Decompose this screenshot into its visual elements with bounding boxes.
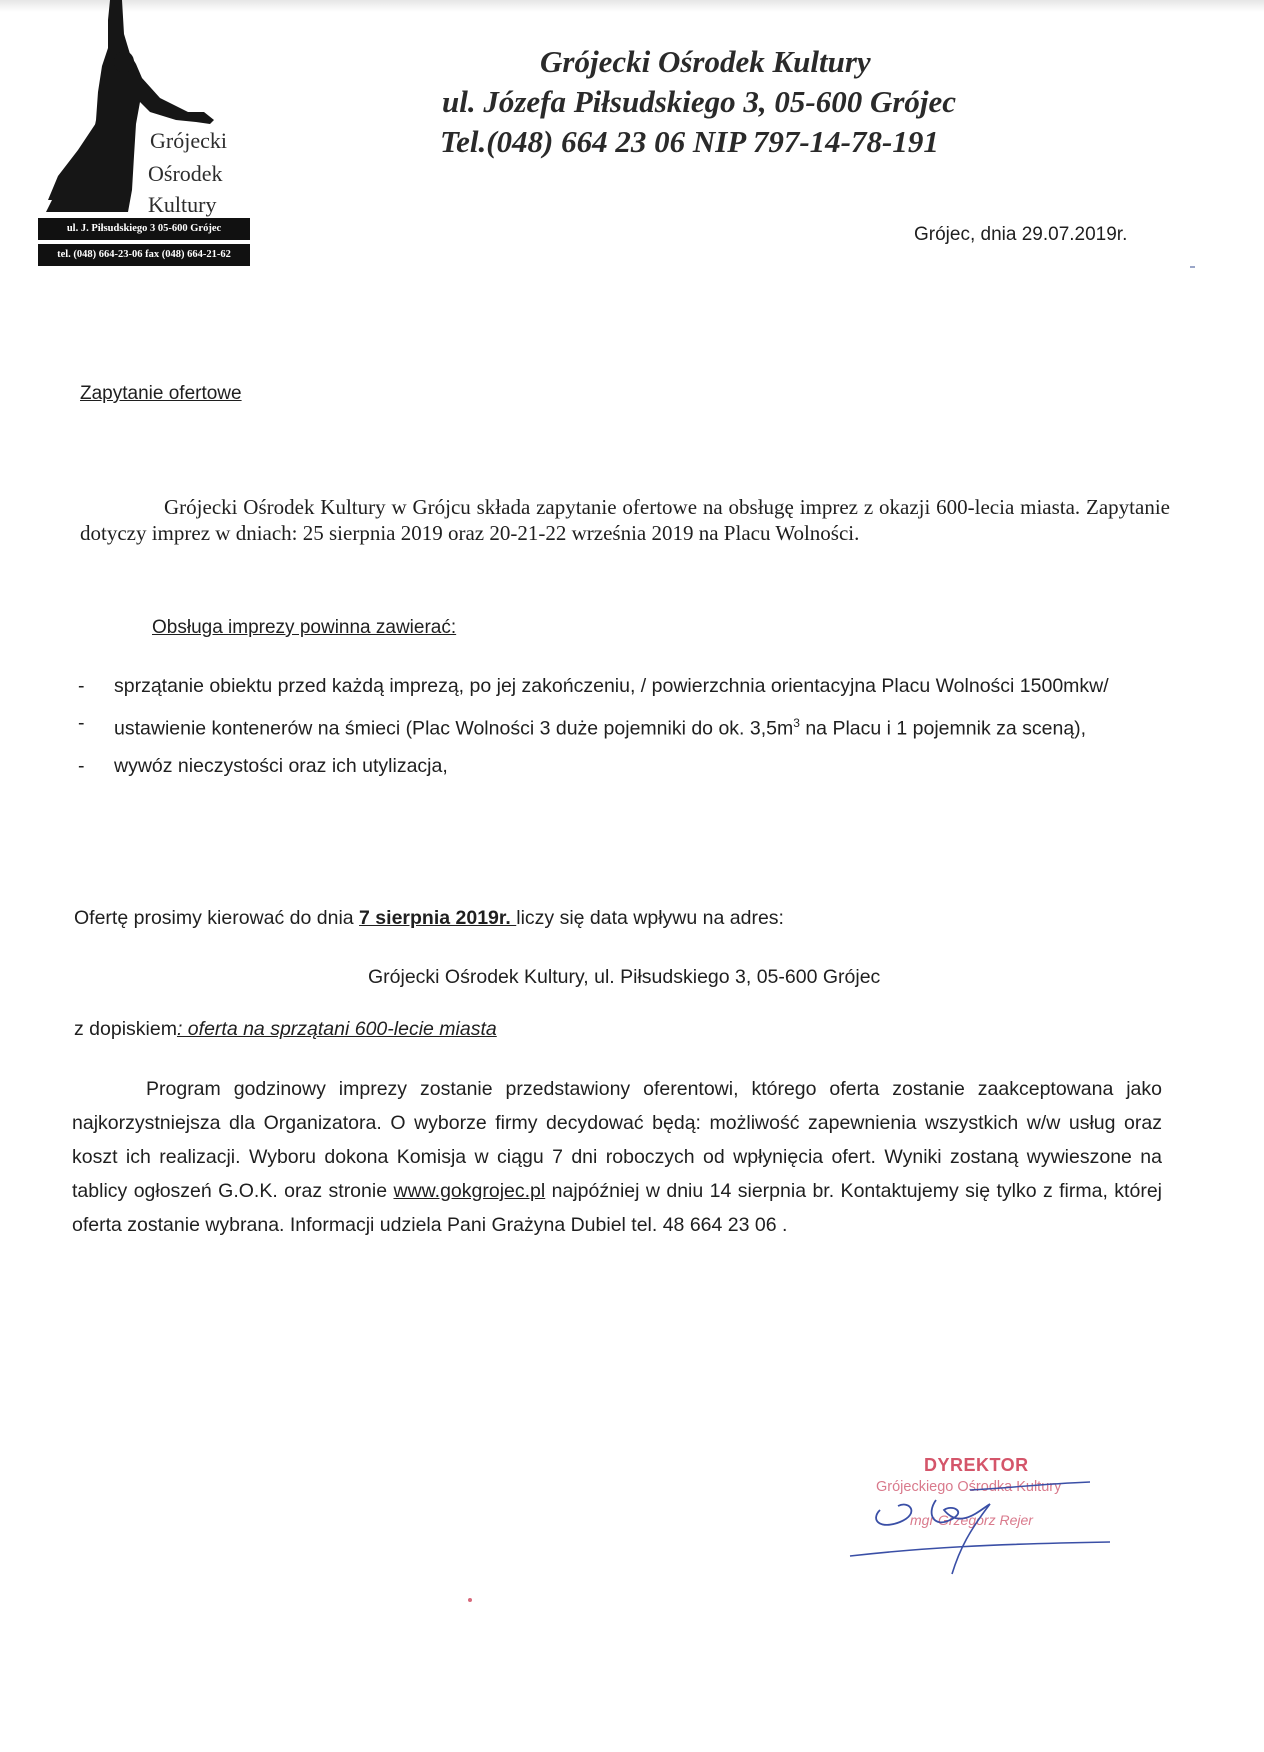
program-paragraph	[72, 1072, 1162, 1242]
offer-text-after: liczy się data wpływu na adres:	[516, 907, 784, 929]
document-title: Zapytanie ofertowe	[80, 383, 242, 404]
ink-speck	[468, 1598, 472, 1602]
bullet-dash: -	[78, 675, 85, 697]
bullet-dash: -	[78, 712, 85, 734]
header-org-name: Grójecki Ośrodek Kultury	[540, 44, 871, 79]
services-list	[72, 672, 1172, 789]
offer-address: Grójecki Ośrodek Kultury, ul. Piłsudskiego 3, 05-600 Grójec	[368, 966, 881, 988]
list-item-text-cont: na Placu i 1 pojemnik za sceną),	[799, 717, 1087, 740]
stamp-title: DYREKTOR	[924, 1455, 1029, 1475]
logo-phone-band: tel. (048) 664-23-06 fax (048) 664-21-62	[38, 244, 250, 266]
offer-deadline-line	[74, 907, 784, 930]
list-item	[72, 752, 1172, 780]
signature	[840, 1470, 1120, 1580]
scan-mark	[1190, 266, 1195, 268]
note-label: z dopiskiem	[74, 1018, 177, 1040]
logo-address-band: ul. J. Piłsudskiego 3 05-600 Grójec	[38, 218, 250, 240]
program-text: Program godzinowy imprezy zostanie przedstawiony oferentowi, którego oferta zostanie zaakceptowana jako najkorzystniejsza dla Organizatora. O wyborze firmy decydować będą: możliwość zapewnienia wszystkich w/w usług oraz koszt ich realizacji. Wyboru dokona Komisja w ciągu 7 dni roboczych od wpłynięcia ofert. Wyniki zostaną wywieszone na tablicy ogłoszeń G.O.K. oraz stronie	[72, 1078, 1162, 1202]
document-date: Grójec, dnia 29.07.2019r.	[914, 224, 1128, 245]
list-item	[72, 672, 1172, 700]
website-link[interactable]: www.gokgrojec.pl	[393, 1180, 546, 1202]
services-heading: Obsługa imprezy powinna zawierać:	[152, 617, 457, 638]
header-address: ul. Józefa Piłsudskiego 3, 05-600 Grójec	[442, 84, 957, 119]
logo	[38, 0, 254, 268]
logo-line-3: Kultury	[148, 192, 217, 217]
superscript: 3	[793, 716, 800, 730]
stamp-name: mgr Grzegorz Rejer	[910, 1512, 1033, 1528]
list-item	[72, 709, 1172, 743]
bullet-dash: -	[78, 754, 85, 777]
list-item-text: ustawienie kontenerów na śmieci (Plac Wolności 3 duże pojemniki do ok. 3,5m	[114, 717, 794, 740]
offer-text: Ofertę prosimy kierować do dnia	[74, 907, 360, 929]
offer-deadline-date: 7 sierpnia 2019r.	[359, 907, 517, 929]
list-item-text: sprzątanie obiektu przed każdą imprezą, po jej zakończeniu, / powierzchnia orientacyjna Placu Wolności 1500mkw/	[114, 675, 1109, 697]
intro-paragraph: Grójecki Ośrodek Kultury w Grójcu składa zapytanie ofertowe na obsługę imprez z okazji 600-lecia miasta. Zapytanie dotyczy imprez w dniach: 25 sierpnia 2019 oraz 20-21-22 września 2019 na Placu Wolności.	[80, 495, 1170, 545]
list-item-text: wywóz nieczystości oraz ich utylizacja,	[114, 754, 448, 777]
logo-line-2: Ośrodek	[148, 161, 223, 186]
header-contact: Tel.(048) 664 23 06 NIP 797-14-78-191	[440, 124, 939, 159]
note-text: : oferta na sprzątani 600-lecie miasta	[176, 1018, 497, 1040]
offer-note-line	[74, 1018, 497, 1041]
program-text-cont: najpóźniej w dniu 14 sierpnia br. Kontaktujemy się tylko z firma, której oferta zostanie wybrana. Informacji udziela Pani Grażyna Dubiel tel. 48 664 23 06 .	[72, 1180, 1162, 1236]
stamp-subtitle: Grójeckiego Ośrodka Kultury	[876, 1479, 1062, 1495]
logo-line-1: Grójecki	[150, 128, 227, 153]
